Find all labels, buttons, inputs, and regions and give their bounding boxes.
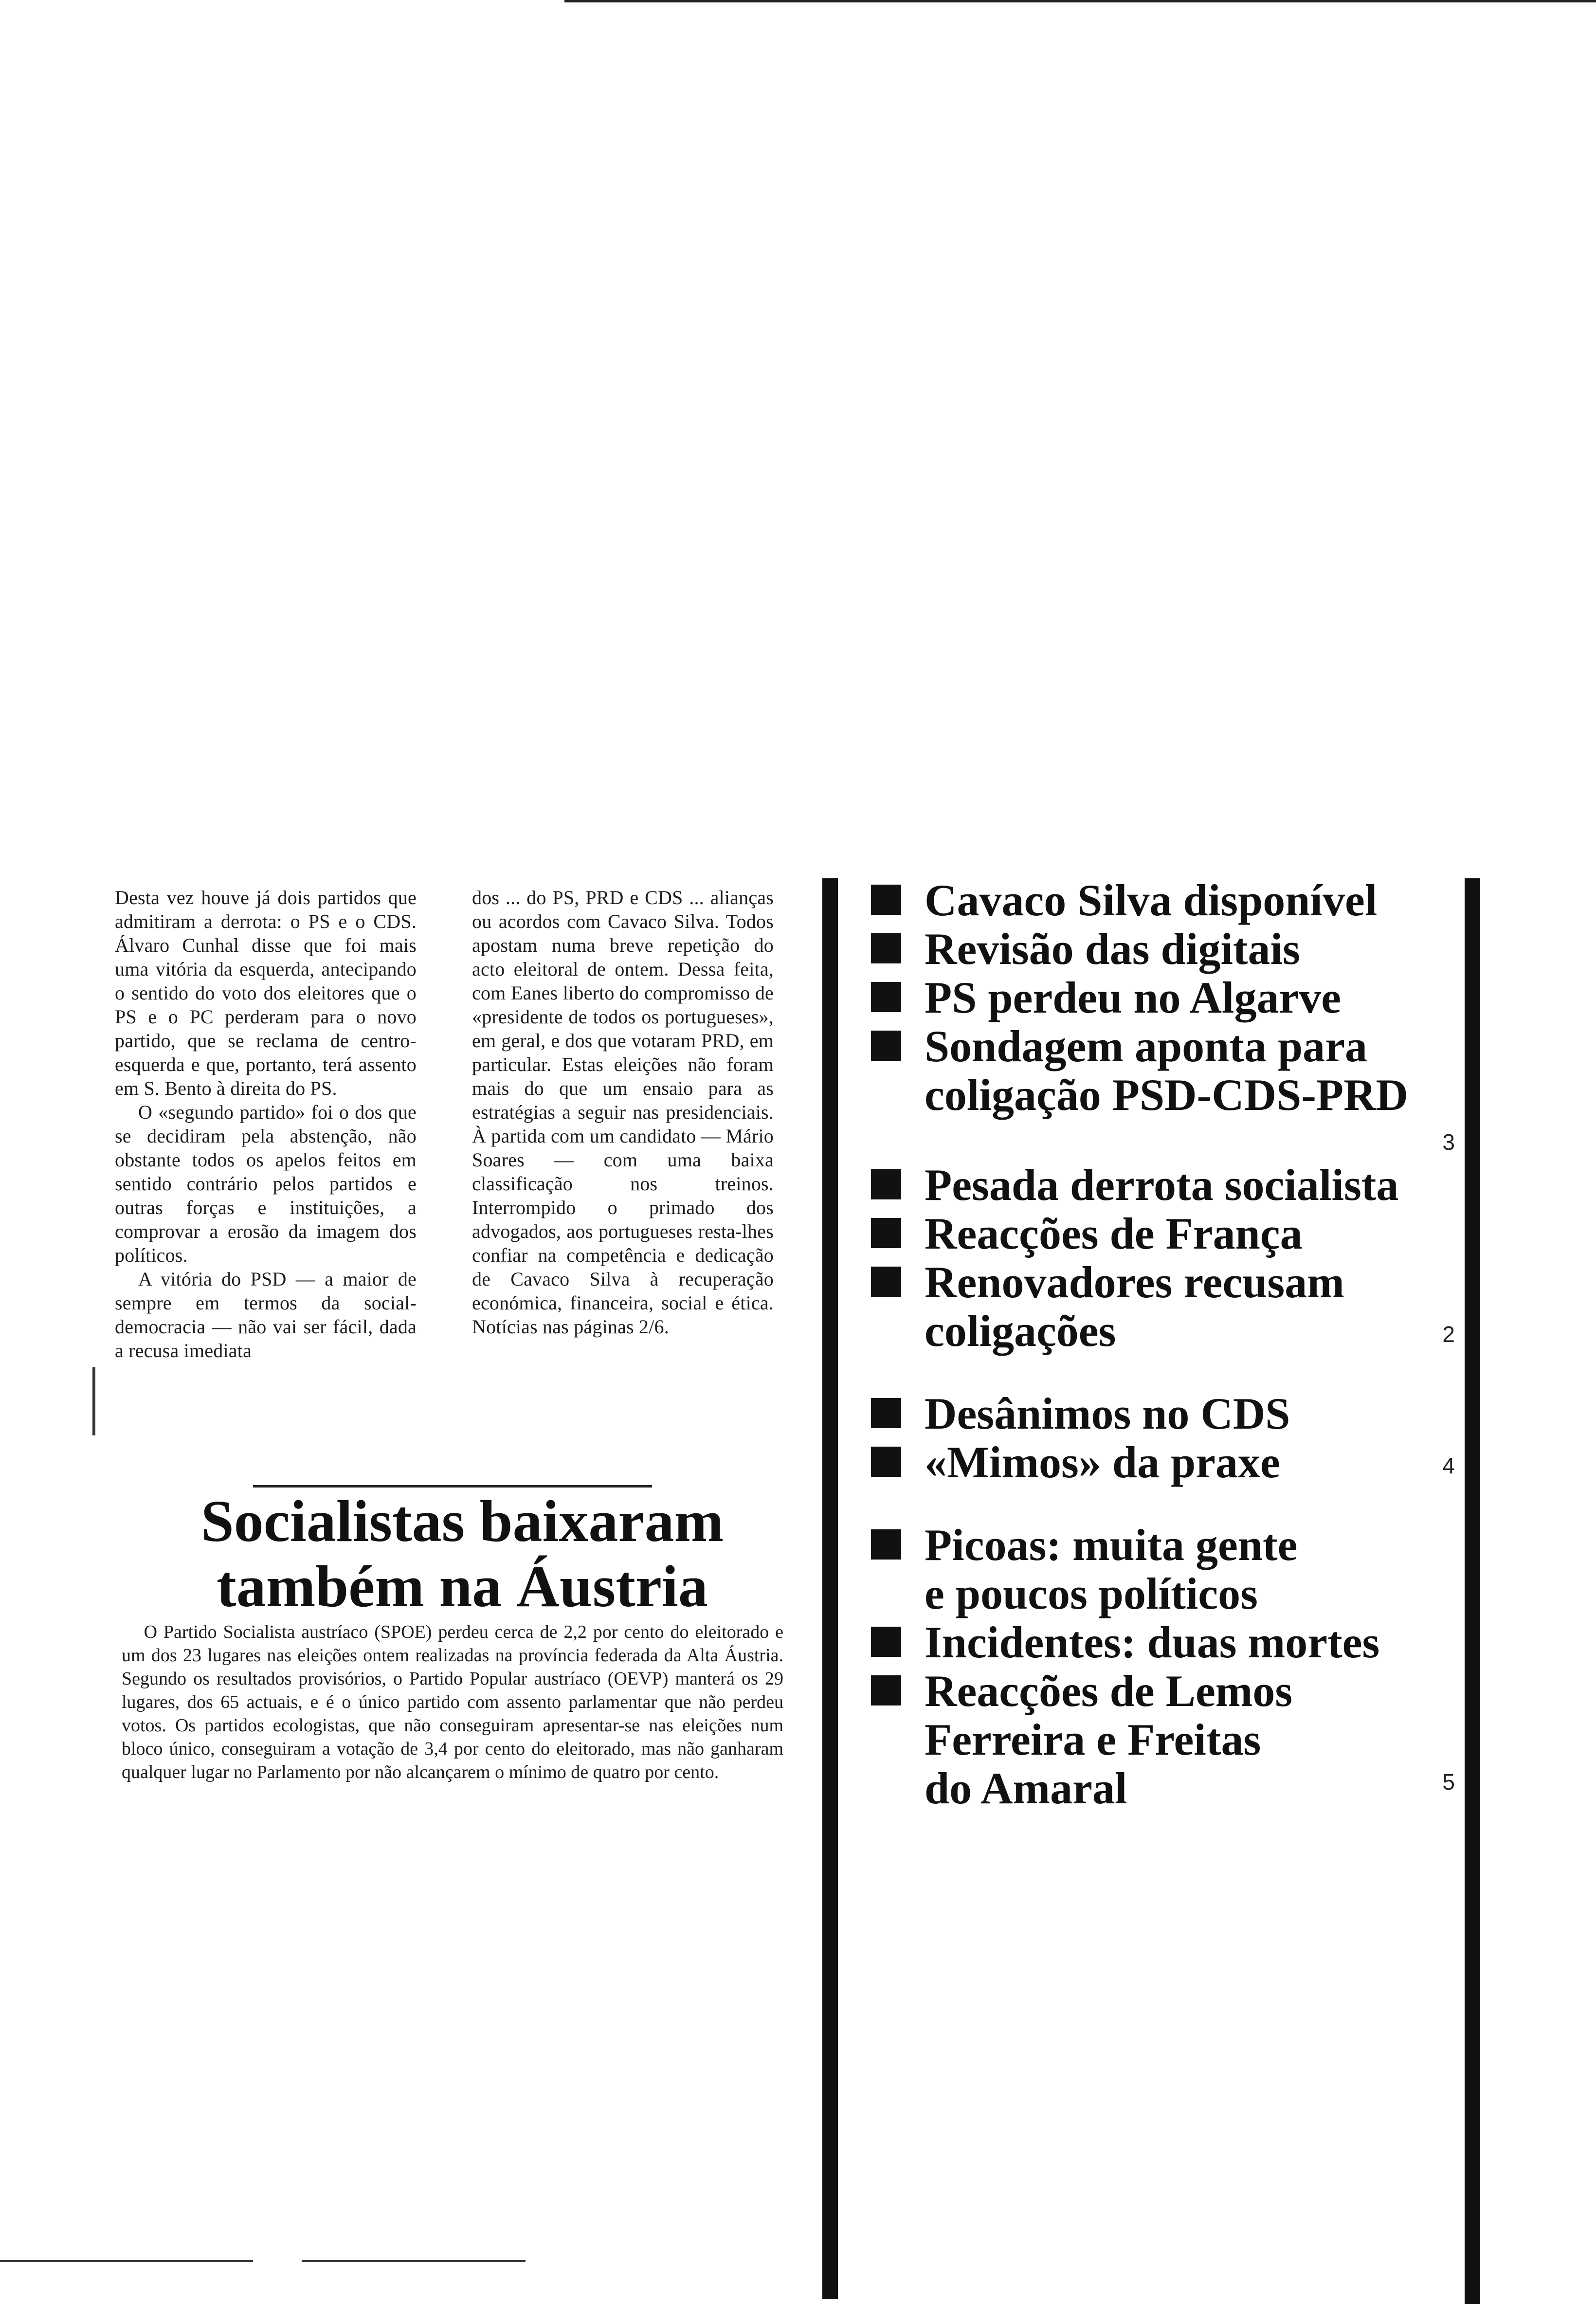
headline-line-1: Socialistas baixaram <box>200 1488 724 1554</box>
index-item[interactable]: Revisão das digitais <box>861 925 1455 973</box>
austria-lead <box>122 1620 783 1784</box>
bullet-square-icon <box>871 933 901 963</box>
index-item[interactable]: Reacções de França <box>861 1209 1455 1258</box>
paragraph-2: O «segundo partido» foi o dos que se decidiram pela abstenção, não obstante todos os apelos feitos em sentido contrário pelos partidos e outras forças e instituições, a comprovar a erosão da imagem dos políticos. <box>115 1101 417 1266</box>
index-item[interactable]: Incidentes: duas mortes <box>861 1618 1455 1667</box>
toc-left-bar <box>822 878 838 2299</box>
headline-line-2: também na Áustria <box>217 1554 708 1619</box>
paragraph-3: A vitória do PSD — a maior de sempre em termos da social-democracia — não vai ser fácil, dada a recusa imediata <box>115 1268 417 1361</box>
index-item-continuation[interactable]: Ferreira e Freitas <box>925 1715 1261 1764</box>
bullet-square-icon <box>871 1169 901 1199</box>
index-item[interactable]: Sondagem aponta para <box>861 1022 1455 1070</box>
page-number: 2 <box>1442 1322 1455 1347</box>
bullet-square-icon <box>871 1267 901 1297</box>
scan-mark <box>92 1367 95 1435</box>
bullet-square-icon <box>871 1447 901 1477</box>
index-item[interactable]: «Mimos» da praxe <box>861 1438 1455 1487</box>
paragraph-4: dos ... do PS, PRD e CDS ... alianças ou acordos com Cavaco Silva. Todos apostam numa breve repetição do acto eleitoral de ontem. Dessa feita, com Eanes liberto do compromisso de «presidente de todos os portugueses», em geral, e dos que votaram PRD, em particular. Estas eleições não foram mais do que um ensaio para as estratégias a seguir nas presidenciais. À partida com um candidato — Mário Soares — com uma baixa classificação nos treinos. Interrompido o primado dos advogados, aos portugueses resta-lhes confiar na competência e dedicação de Cavaco Silva à recuperação económica, financeira, social e ética. Notícias nas páginas 2/6. <box>472 887 774 1338</box>
bullet-square-icon <box>871 982 901 1012</box>
index-item[interactable]: Cavaco Silva disponível <box>861 876 1455 925</box>
headline-rule <box>253 1485 652 1488</box>
bullet-square-icon <box>871 1031 901 1061</box>
scan-mark <box>302 2260 526 2262</box>
index-group-page-5 <box>861 1521 1455 1822</box>
index-item[interactable]: Renovadores recusam <box>861 1258 1455 1306</box>
index-item[interactable]: Pesada derrota socialista <box>861 1161 1455 1209</box>
page-number: 4 <box>1442 1453 1455 1478</box>
index-item[interactable]: PS perdeu no Algarve <box>861 973 1455 1022</box>
bullet-square-icon <box>871 1398 901 1428</box>
page-number: 3 <box>1442 1129 1455 1155</box>
index-item-continuation[interactable]: do Amaral <box>925 1763 1127 1813</box>
bullet-square-icon <box>871 1529 901 1560</box>
toc-right-bar <box>1465 878 1480 2304</box>
index-item-continuation[interactable]: e poucos políticos <box>925 1569 1258 1618</box>
article-left-column <box>115 886 417 1362</box>
bullet-square-icon <box>871 885 901 915</box>
index-item-continuation[interactable]: coligação PSD-CDS-PRD <box>925 1070 1408 1120</box>
index-item-continuation[interactable]: coligações <box>925 1306 1116 1356</box>
lead-paragraph: O Partido Socialista austríaco (SPOE) perdeu cerca de 2,2 por cento do eleitorado e um dos 23 lugares nas eleições ontem realizadas na província federada da Alta Áustria. Segundo os resultados provisórios, o Partido Popular austríaco (OEVP) manterá os 29 lugares, dos 65 actuais, e é o único partido com assento parlamentar que não perdeu votos. Os partidos ecologistas, que não conseguiram apresentar-se nas eleições num bloco único, conseguiram a votação de 3,4 por cento do eleitorado, mas não ganharam qualquer lugar no Parlamento por não alcançarem o mínimo de quatro por cento. <box>122 1622 783 1782</box>
index-group-page-3 <box>861 876 1455 1161</box>
page-number: 5 <box>1442 1769 1455 1795</box>
article-right-column <box>472 886 774 1339</box>
austria-headline <box>127 1489 798 1619</box>
index-item[interactable]: Reacções de Lemos <box>861 1667 1455 1715</box>
scan-mark <box>0 2260 253 2262</box>
index-group-page-2 <box>861 1161 1455 1389</box>
index-item[interactable]: Picoas: muita gente <box>861 1521 1455 1569</box>
index-item[interactable]: Desânimos no CDS <box>861 1389 1455 1438</box>
bullet-square-icon <box>871 1675 901 1705</box>
index-group-page-4 <box>861 1389 1455 1521</box>
bullet-square-icon <box>871 1218 901 1248</box>
bullet-square-icon <box>871 1627 901 1657</box>
paragraph-1: Desta vez houve já dois partidos que admitiram a derrota: o PS e o CDS. Álvaro Cunhal disse que foi mais uma vitória da esquerda, antecipando o sentido do voto dos eleitores que o PS e o PC perderam para o novo partido, que se reclama de centro-esquerda e que, portanto, terá assento em S. Bento à direita do PS. <box>115 887 417 1099</box>
top-border-line <box>564 0 1596 2</box>
index-box <box>861 876 1455 1822</box>
